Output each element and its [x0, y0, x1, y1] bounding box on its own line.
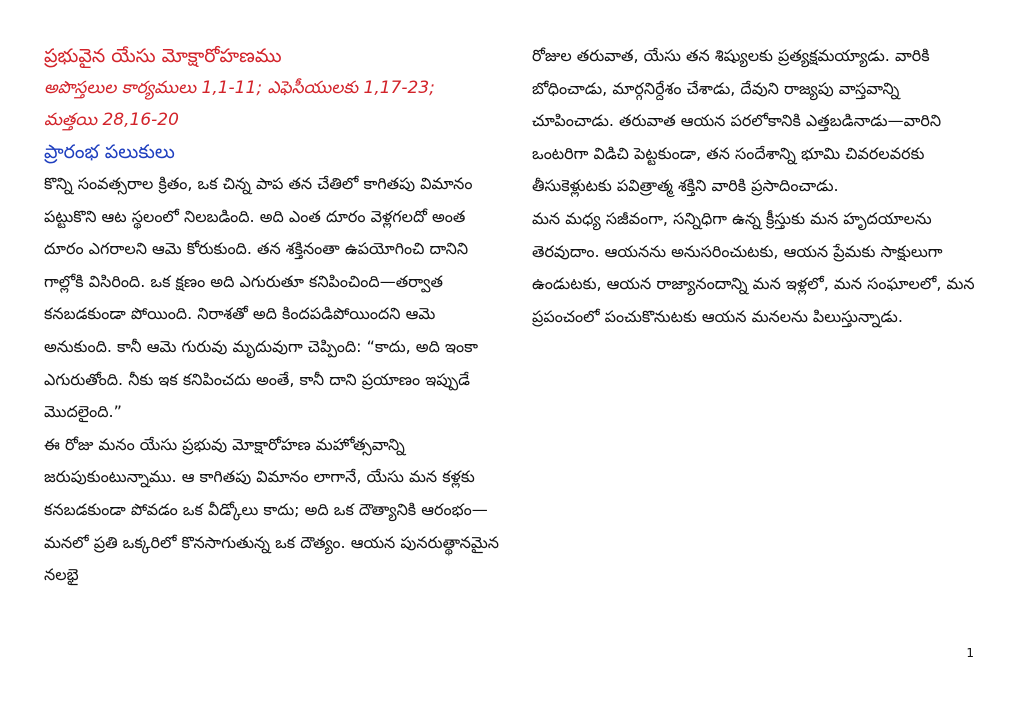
readings-reference-line-1: అపొస్తలుల కార్యములు 1,1-11; ఎఫెసీయులకు 1,17-23;	[44, 78, 435, 98]
readings-reference-line-2: మత్తయి 28,16-20	[44, 110, 179, 130]
left-column	[44, 40, 504, 592]
section-heading: ప్రారంభ పలుకులు	[44, 141, 175, 163]
paragraph-right-1: రోజుల తరువాత, యేసు తన శిష్యులకు ప్రత్యక్షమయ్యాడు. వారికి బోధించాడు, మార్గనిర్దేశం చేశాడు, దేవుని రాజ్యపు వాస్తవాన్ని చూపించాడు. తరువాత ఆయన పరలోకానికి ఎత్తబడినాడు—వారిని ఒంటరిగా విడిచి పెట్టకుండా, తన సందేశాన్ని భూమి చివరలవరకు తీసుకెళ్లుటకు పవిత్రాత్మ శక్తిని వారికి ప్రసాదించాడు.	[532, 46, 942, 196]
paragraph-right-2: మన మధ్య సజీవంగా, సన్నిధిగా ఉన్న క్రీస్తుకు మన హృదయాలను తెరవుదాం. ఆయనను అనుసరించుటకు, ఆయన ప్రేమకు సాక్షులుగా ఉండుటకు, ఆయన రాజ్యానందాన్ని మన ఇళ్లలో, మన సంఘాలలో, మన ప్రపంచంలో పంచుకొనుటకు ఆయన మనలను పిలుస్తున్నాడు.	[532, 208, 975, 326]
right-column	[532, 40, 982, 333]
page-title: ప్రభువైన యేసు మోక్షారోహణము	[44, 45, 282, 67]
paragraph-left-1: కొన్ని సంవత్సరాల క్రితం, ఒక చిన్న పాప తన చేతిలో కాగితపు విమానం పట్టుకొని ఆట స్థలంలో నిలబడింది. అది ఎంత దూరం వెళ్లగలదో అంత దూరం ఎగరాలని ఆమె కోరుకుంది. తన శక్తినంతా ఉపయోగించి దానిని గాల్లోకి విసిరింది. ఒక క్షణం అది ఎగురుతూ కనిపించింది—తర్వాత కనబడకుండా పోయింది. నిరాశతో అది కిందపడిపోయిందని ఆమె అనుకుంది. కానీ ఆమె గురువు మృదువుగా చెప్పింది: “కాదు, అది ఇంకా ఎగురుతోంది. నీకు ఇక కనిపించదు అంతే, కానీ దాని ప్రయాణం ఇప్పుడే మొదలైంది.”	[44, 174, 478, 422]
paragraph-left-2: ఈ రోజు మనం యేసు ప్రభువు మోక్షారోహణ మహోత్సవాన్ని జరుపుకుంటున్నాము. ఆ కాగితపు విమానం లాగానే, యేసు మన కళ్లకు కనబడకుండా పోవడం ఒక వీడ్కోలు కాదు; అది ఒక దౌత్యానికి ఆరంభం—మనలో ప్రతి ఒక్కరిలో కొనసాగుతున్న ఒక దౌత్యం. ఆయన పునరుత్థానమైన నలభై	[44, 434, 499, 585]
page-number: 1	[966, 646, 974, 660]
